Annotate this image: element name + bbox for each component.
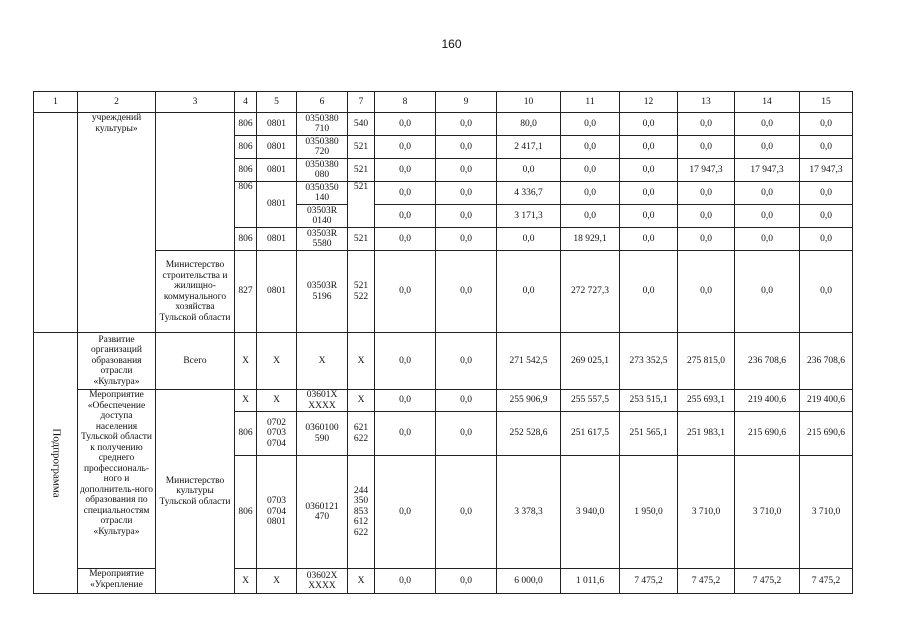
- cell: 806: [235, 456, 257, 569]
- cell: 806: [235, 113, 257, 136]
- cell: 0,0: [375, 390, 436, 412]
- cell: 0,0: [436, 228, 497, 251]
- cell: Всего: [156, 333, 235, 390]
- cell: X: [257, 569, 297, 594]
- cell: 7 475,2: [800, 569, 853, 594]
- subprogram-name-cell: Развитие организаций образования отрасли «Культура»: [78, 333, 156, 390]
- cell: 0,0: [678, 113, 735, 136]
- cell: X: [257, 333, 297, 390]
- cell: 0,0: [497, 251, 561, 333]
- cell: 236 708,6: [800, 333, 853, 390]
- cell: 219 400,6: [800, 390, 853, 412]
- cell: 1 950,0: [620, 456, 678, 569]
- subprogram-label: Подпрограмма: [49, 428, 62, 498]
- cell: 272 727,3: [561, 251, 620, 333]
- cell: 0,0: [375, 228, 436, 251]
- cell: 275 815,0: [678, 333, 735, 390]
- cell: 18 929,1: [561, 228, 620, 251]
- cell: 0,0: [620, 205, 678, 228]
- subprogram-label-cell: [34, 333, 78, 594]
- cell: 4 336,7: [497, 182, 561, 205]
- cell: 0350380 710: [297, 113, 348, 136]
- header-cell: 13: [678, 92, 735, 113]
- cell: 0,0: [620, 136, 678, 159]
- cell: 0,0: [497, 159, 561, 182]
- cell: 0801: [257, 228, 297, 251]
- cell: 0,0: [436, 136, 497, 159]
- cell: 0,0: [436, 569, 497, 594]
- cell: 0,0: [735, 228, 800, 251]
- cell: 0,0: [678, 182, 735, 205]
- cell: 251 565,1: [620, 412, 678, 456]
- cell: 0703 0704 0801: [257, 456, 297, 569]
- cell: 0,0: [620, 251, 678, 333]
- cell: 6 000,0: [497, 569, 561, 594]
- cell: 0,0: [735, 205, 800, 228]
- cell: 0,0: [561, 205, 620, 228]
- cell: 17 947,3: [735, 159, 800, 182]
- cell: 3 710,0: [735, 456, 800, 569]
- cell: 0,0: [678, 136, 735, 159]
- cell: 0,0: [561, 182, 620, 205]
- cell: X: [235, 390, 257, 412]
- cell: 806: [235, 159, 257, 182]
- cell: 0,0: [375, 182, 436, 205]
- cell: 0,0: [436, 159, 497, 182]
- cell: 0,0: [620, 113, 678, 136]
- cell: 521: [348, 228, 375, 251]
- cell: 0,0: [800, 228, 853, 251]
- cell: 540: [348, 113, 375, 136]
- table-row: [34, 333, 853, 390]
- cell: 0,0: [735, 113, 800, 136]
- cell: 521: [348, 182, 375, 228]
- cell: 521: [348, 136, 375, 159]
- cell: 806: [235, 136, 257, 159]
- cell: 1 011,6: [561, 569, 620, 594]
- header-cell: 7: [348, 92, 375, 113]
- cell: X: [257, 390, 297, 412]
- cell: 03503R 5196: [297, 251, 348, 333]
- cell: 521: [348, 159, 375, 182]
- measure-name-cell: Мероприятие «Обеспечение доступа населения Тульской области к получению среднего профессиональ-ного и дополнитель-ного образования по специальностям отрасли «Культура»: [78, 390, 156, 569]
- cell: 0,0: [375, 412, 436, 456]
- cell: 3 940,0: [561, 456, 620, 569]
- cell: 0,0: [800, 136, 853, 159]
- cell: 80,0: [497, 113, 561, 136]
- cell: 252 528,6: [497, 412, 561, 456]
- measure-name-cell: Мероприятие «Укрепление: [78, 569, 156, 594]
- header-cell: 14: [735, 92, 800, 113]
- cell: 0801: [257, 136, 297, 159]
- cell: 251 983,1: [678, 412, 735, 456]
- cell: 03601X XXXX: [297, 390, 348, 412]
- cell: 0,0: [436, 113, 497, 136]
- header-cell: 1: [34, 92, 78, 113]
- cell: 244 350 853 612 622: [348, 456, 375, 569]
- cell: 0360100 590: [297, 412, 348, 456]
- cell: 621 622: [348, 412, 375, 456]
- cell: X: [297, 333, 348, 390]
- cell: 03602X XXXX: [297, 569, 348, 594]
- cell: 0,0: [620, 182, 678, 205]
- cell: 0,0: [375, 251, 436, 333]
- cell: 806: [235, 228, 257, 251]
- header-cell: 2: [78, 92, 156, 113]
- cell: 219 400,6: [735, 390, 800, 412]
- empty-cell: [156, 113, 235, 251]
- cell: 0,0: [735, 182, 800, 205]
- cell: 0,0: [375, 333, 436, 390]
- cell: 0,0: [436, 390, 497, 412]
- cell: 17 947,3: [800, 159, 853, 182]
- cell: 0,0: [800, 251, 853, 333]
- cell: 255 693,1: [678, 390, 735, 412]
- cell: 0,0: [735, 251, 800, 333]
- cell: X: [348, 390, 375, 412]
- header-cell: 12: [620, 92, 678, 113]
- cell: 0,0: [561, 159, 620, 182]
- header-cell: 5: [257, 92, 297, 113]
- cell: 806: [235, 412, 257, 456]
- cell: 0,0: [678, 251, 735, 333]
- header-cell: 11: [561, 92, 620, 113]
- cell: 0,0: [735, 136, 800, 159]
- cell: 0350350 140: [297, 182, 348, 205]
- cell: 17 947,3: [678, 159, 735, 182]
- cell: 215 690,6: [800, 412, 853, 456]
- cell: 521 522: [348, 251, 375, 333]
- cell: 0,0: [436, 333, 497, 390]
- header-cell: 3: [156, 92, 235, 113]
- cell: 2 417,1: [497, 136, 561, 159]
- cell: 0,0: [497, 228, 561, 251]
- cell: 0801: [257, 159, 297, 182]
- header-cell: 8: [375, 92, 436, 113]
- cell: 0,0: [375, 205, 436, 228]
- cell: 806: [235, 182, 257, 228]
- cell: 215 690,6: [735, 412, 800, 456]
- cell: 0,0: [620, 159, 678, 182]
- header-cell: 9: [436, 92, 497, 113]
- ministry-cell: Министерство культуры Тульской области: [156, 390, 235, 594]
- table-row: [34, 390, 853, 412]
- cell: 0,0: [436, 182, 497, 205]
- cell: 0,0: [800, 205, 853, 228]
- cell: 0,0: [678, 228, 735, 251]
- cell: 273 352,5: [620, 333, 678, 390]
- header-cell: 10: [497, 92, 561, 113]
- cell: 271 542,5: [497, 333, 561, 390]
- cell: 3 710,0: [678, 456, 735, 569]
- budget-table: [33, 91, 853, 594]
- cell: 0,0: [620, 228, 678, 251]
- header-cell: 15: [800, 92, 853, 113]
- cell: X: [348, 569, 375, 594]
- cell: X: [348, 333, 375, 390]
- cell: 0,0: [375, 113, 436, 136]
- cell: X: [235, 569, 257, 594]
- cell: 0702 0703 0704: [257, 412, 297, 456]
- cell: 3 710,0: [800, 456, 853, 569]
- ministry-cell: Министерство строительства и жилищно-коммунального хозяйства Тульской области: [156, 251, 235, 333]
- cell: 253 515,1: [620, 390, 678, 412]
- cell: 827: [235, 251, 257, 333]
- cell: 0,0: [375, 456, 436, 569]
- cell: 251 617,5: [561, 412, 620, 456]
- cell: 0801: [257, 182, 297, 228]
- cell: 3 171,3: [497, 205, 561, 228]
- cell: 3 378,3: [497, 456, 561, 569]
- cell: 0,0: [436, 251, 497, 333]
- header-cell: 6: [297, 92, 348, 113]
- cell: 0,0: [561, 136, 620, 159]
- cell: 0,0: [561, 113, 620, 136]
- cell: 0,0: [800, 182, 853, 205]
- header-cell: 4: [235, 92, 257, 113]
- cell: 0350380 720: [297, 136, 348, 159]
- cell: 7 475,2: [620, 569, 678, 594]
- cell: 0801: [257, 113, 297, 136]
- page-number: 160: [441, 37, 462, 51]
- cell: 0,0: [375, 136, 436, 159]
- cell: 0801: [257, 251, 297, 333]
- cell: 03503R 0140: [297, 205, 348, 228]
- empty-cell: [34, 113, 78, 333]
- cell: 0,0: [436, 412, 497, 456]
- cell: 0360121 470: [297, 456, 348, 569]
- table-row: [34, 251, 853, 333]
- cell: 0,0: [375, 159, 436, 182]
- header-row: [34, 92, 853, 113]
- cell: 7 475,2: [735, 569, 800, 594]
- cell: 236 708,6: [735, 333, 800, 390]
- cell: 7 475,2: [678, 569, 735, 594]
- table-row: [34, 113, 853, 136]
- cell: 0350380 080: [297, 159, 348, 182]
- cell: 269 025,1: [561, 333, 620, 390]
- cell: X: [235, 333, 257, 390]
- cell: 0,0: [436, 205, 497, 228]
- cell: 0,0: [436, 456, 497, 569]
- cell: 0,0: [800, 113, 853, 136]
- event-name-cell: учреждений культуры»: [78, 113, 156, 333]
- cell: 03503R 5580: [297, 228, 348, 251]
- cell: 255 557,5: [561, 390, 620, 412]
- cell: 0,0: [375, 569, 436, 594]
- cell: 255 906,9: [497, 390, 561, 412]
- cell: 0,0: [678, 205, 735, 228]
